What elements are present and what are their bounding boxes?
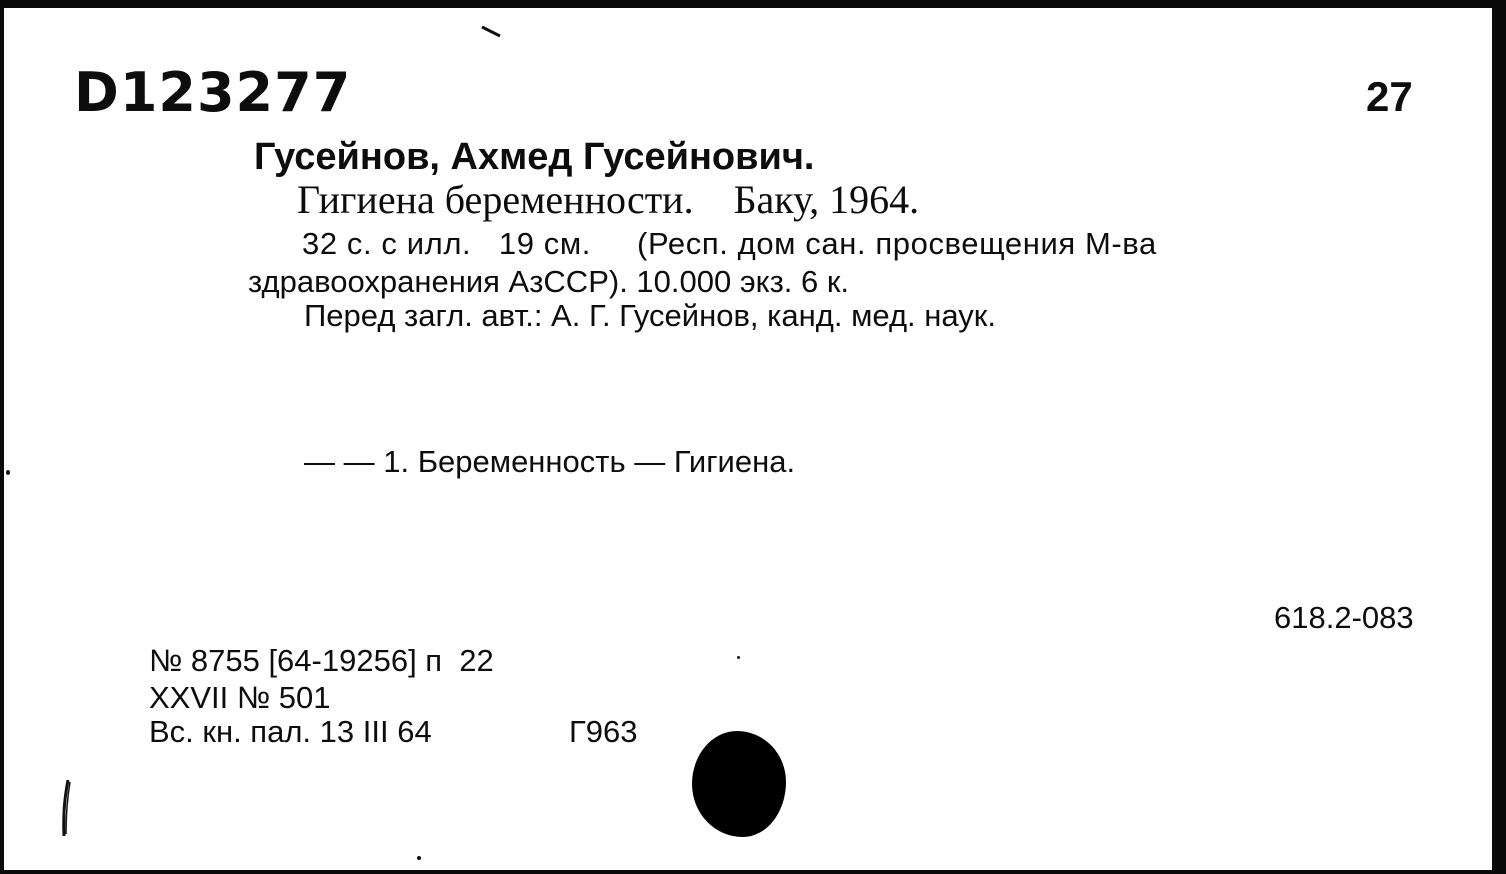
title-line: Гигиена беременности. Баку, 1964. xyxy=(297,177,920,222)
pen-mark xyxy=(56,778,76,840)
handwritten-accession-number: D123277 xyxy=(74,61,352,124)
description-line-1: 32 с. с илл. 19 см. (Респ. дом сан. просвещения М-ва xyxy=(302,226,1157,261)
speck xyxy=(737,656,740,659)
subject-heading: — — 1. Беременность — Гигиена. xyxy=(304,444,796,479)
punch-hole xyxy=(692,731,786,837)
classification-code: 618.2-083 xyxy=(1274,600,1414,635)
author-heading: Гусейнов, Ахмед Гусейнович. xyxy=(254,136,815,178)
registry-line-2: XXVII № 501 xyxy=(149,680,331,715)
tick-mark xyxy=(480,24,504,40)
speck xyxy=(417,856,421,860)
registry-line-1: № 8755 [64-19256] п 22 xyxy=(149,643,494,678)
speck xyxy=(6,470,10,475)
registry-code: Г963 xyxy=(569,714,638,749)
corner-number: 27 xyxy=(1366,73,1413,120)
registry-line-3: Вс. кн. пал. 13 III 64 xyxy=(149,714,432,749)
description-line-2: здравоохранения АзССР). 10.000 экз. 6 к. xyxy=(248,264,850,299)
note-line: Перед загл. авт.: А. Г. Гусейнов, канд. мед. наук. xyxy=(304,298,996,333)
